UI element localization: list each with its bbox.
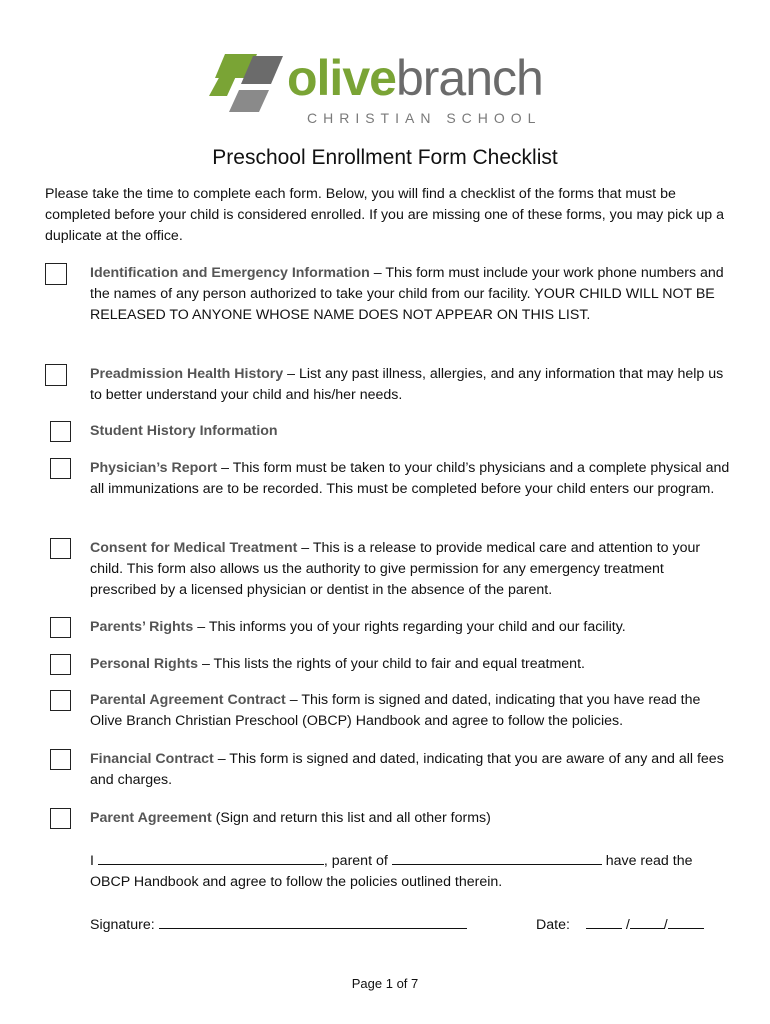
checklist-item-title: Preadmission Health History [90,366,284,382]
agreement-line [90,850,730,872]
page-title: Preschool Enrollment Form Checklist [212,146,558,169]
checklist-item-desc: – List any past illness, allergies, and any information that may help us to better understand your child and his/her needs. [90,366,724,403]
parent-name-field[interactable] [98,850,324,865]
checklist-item-title: Financial Contract [90,751,214,767]
checklist-item-title: Consent for Medical Treatment [90,540,298,556]
date-separator-icon: / [663,917,668,933]
brand-name-olive: olive [287,50,396,106]
brand-name-branch: branch [395,50,543,106]
checklist-item-desc: – This informs you of your rights regarding your child and our facility. [193,619,626,635]
checkbox[interactable] [50,690,71,711]
checklist-item-desc: (Sign and return this list and all other forms) [211,810,491,826]
checklist-item-title: Parents’ Rights [90,619,194,635]
checklist-item-text [90,538,730,601]
signature-label: Signature: [90,917,155,933]
checkbox[interactable] [50,808,71,829]
checklist-item-text [90,808,730,829]
olive-branch-logo-icon [207,44,287,114]
checklist-item-text [90,458,730,500]
checkbox[interactable] [45,364,67,386]
checklist-item-text [90,690,730,732]
checkbox[interactable] [50,458,71,479]
checkbox[interactable] [50,654,71,675]
checklist-item-title: Parental Agreement Contract [90,692,286,708]
checklist-item-text [90,654,730,675]
checkbox[interactable] [50,749,71,770]
date-month-field[interactable] [586,914,622,929]
checklist-item-title: Student History Information [90,423,278,439]
child-name-field[interactable] [392,850,602,865]
checklist-item-text [90,364,730,406]
checkbox[interactable] [50,617,71,638]
date-separator-icon: / [621,917,630,933]
checklist-item-desc: – This lists the rights of your child to fair and equal treatment. [198,656,585,672]
checklist-item-desc: – This form must be taken to your child’s physicians and a complete physical and all immunizations are to be recorded. This must be completed before your child enters our program. [90,460,730,497]
checklist-item-text [90,617,730,638]
signature-field[interactable] [159,914,467,929]
checklist-item-title: Parent Agreement [90,810,212,826]
brand-subtitle: CHRISTIAN SCHOOL [307,110,542,126]
date-label: Date: [536,917,570,933]
date-year-field[interactable] [668,914,704,929]
checklist-item-text [90,263,730,326]
checklist-item-desc: – This form must include your work phone numbers and the names of any person authorized to take your child from our facility. YOUR CHILD WILL NOT BE RELEASED TO ANYONE WHOSE NAME DOES NOT APPEAR ON THIS LIST. [90,265,724,323]
checklist-item-title: Identification and Emergency Information [90,265,370,281]
checklist-item-desc: – This is a release to provide medical care and attention to your child. This form also allows us the authority to give permission for any emergency treatment prescribed by a licensed physician or dentist in the absence of the parent. [90,540,701,598]
agreement-have-read: have read the [605,853,693,869]
checklist-item-desc: – This form is signed and dated, indicating that you have read the Olive Branch Christian Preschool (OBCP) Handbook and agree to follow the policies. [90,692,701,729]
agreement-prefix: I [90,853,94,869]
checklist-item-desc: – This form is signed and dated, indicating that you are aware of any and all fees and charges. [90,751,724,788]
checklist-item-text [90,749,730,791]
checkbox[interactable] [50,538,71,559]
checklist-item-title: Physician’s Report [90,460,218,476]
brand-name [287,50,543,106]
agreement-line-2: OBCP Handbook and agree to follow the policies outlined therein. [90,874,503,890]
school-logo [207,44,567,130]
checklist-item-text [90,421,730,442]
page-number: Page 1 of 7 [351,976,419,991]
agreement-parent-of: , parent of [323,853,388,869]
date-day-field[interactable] [630,914,664,929]
checkbox[interactable] [45,263,67,285]
intro-paragraph: Please take the time to complete each form. Below, you will find a checklist of the forms that must be completed before your child is considered enrolled. If you are missing one of these forms, you may pick up a duplicate at the office. [45,186,724,244]
checkbox[interactable] [50,421,71,442]
date-row [536,914,726,936]
checklist-item-title: Personal Rights [90,656,199,672]
